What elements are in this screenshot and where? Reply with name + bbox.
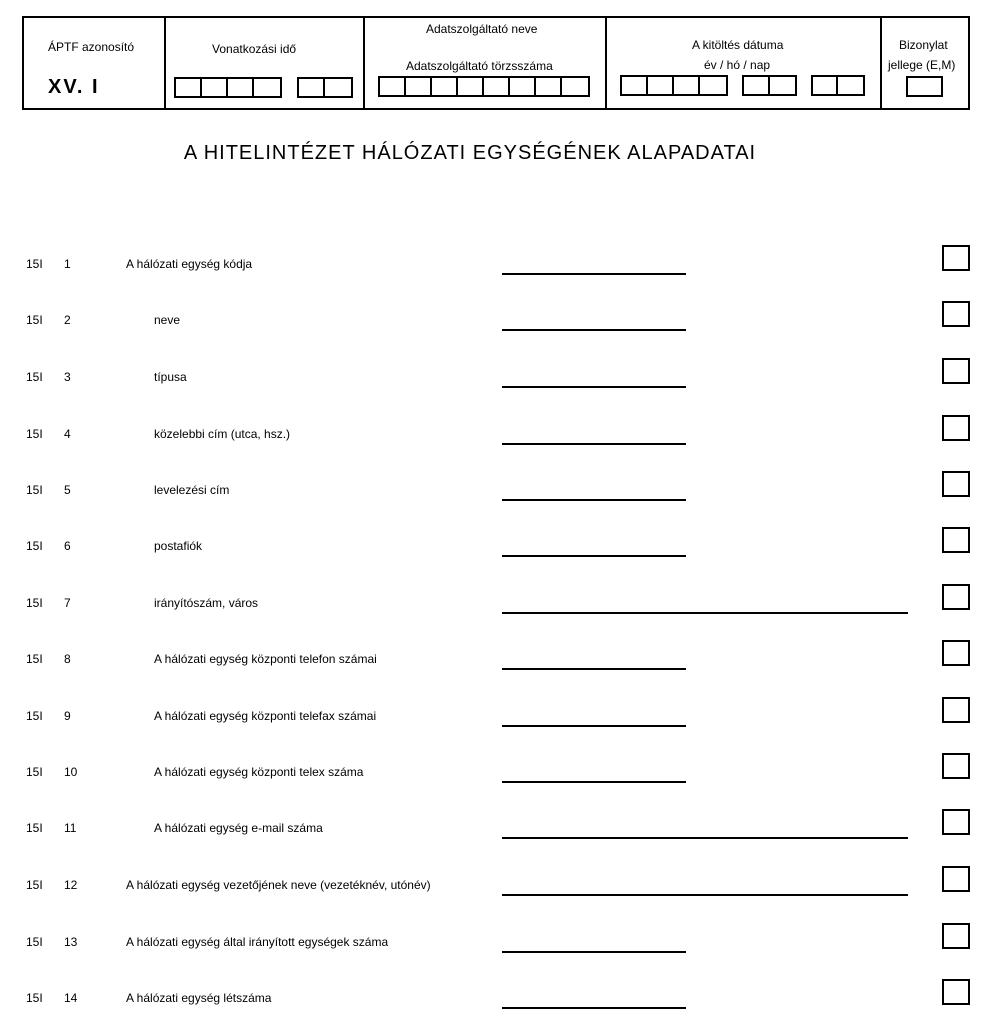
row-code: 15I bbox=[26, 539, 43, 553]
row-label: A hálózati egység kódja bbox=[126, 257, 253, 271]
form-row bbox=[0, 427, 994, 467]
checkbox[interactable] bbox=[942, 809, 970, 835]
input-line[interactable] bbox=[502, 273, 686, 275]
row-number: 14 bbox=[64, 991, 78, 1005]
provider-id-label: Adatszolgáltató törzsszáma bbox=[406, 59, 553, 73]
row-number: 13 bbox=[64, 935, 78, 949]
checkbox[interactable] bbox=[942, 979, 970, 1005]
checkbox[interactable] bbox=[942, 245, 970, 271]
row-number: 8 bbox=[64, 652, 71, 666]
input-line[interactable] bbox=[502, 668, 686, 670]
row-label: A hálózati egység központi telefon számai bbox=[154, 652, 377, 666]
row-number: 11 bbox=[64, 821, 77, 835]
row-number: 4 bbox=[64, 427, 71, 441]
provider-id-cells[interactable] bbox=[378, 76, 590, 97]
row-number: 12 bbox=[64, 878, 78, 892]
header-divider bbox=[880, 16, 882, 110]
row-code: 15I bbox=[26, 370, 43, 384]
row-label: A hálózati egység e-mail száma bbox=[154, 821, 323, 835]
checkbox[interactable] bbox=[942, 640, 970, 666]
input-line[interactable] bbox=[502, 781, 686, 783]
aptf-label: ÁPTF azonosító bbox=[48, 40, 135, 54]
form-row bbox=[0, 652, 994, 692]
row-number: 2 bbox=[64, 313, 71, 327]
form-row bbox=[0, 821, 994, 861]
header-divider bbox=[164, 16, 166, 110]
checkbox[interactable] bbox=[942, 584, 970, 610]
row-number: 10 bbox=[64, 765, 78, 779]
row-label: postafiók bbox=[154, 539, 203, 553]
row-label: A hálózati egység által irányított egységek száma bbox=[126, 935, 389, 949]
form-row bbox=[0, 935, 994, 975]
row-number: 5 bbox=[64, 483, 71, 497]
form-row bbox=[0, 991, 994, 1031]
period-label: Vonatkozási idő bbox=[212, 42, 297, 56]
header-divider bbox=[363, 16, 365, 110]
row-number: 6 bbox=[64, 539, 71, 553]
row-code: 15I bbox=[26, 821, 43, 835]
doc-type-cell[interactable] bbox=[906, 76, 943, 97]
input-line[interactable] bbox=[502, 725, 686, 727]
checkbox[interactable] bbox=[942, 358, 970, 384]
form-row bbox=[0, 313, 994, 353]
row-number: 9 bbox=[64, 709, 71, 723]
row-label: közelebbi cím (utca, hsz.) bbox=[154, 427, 291, 441]
row-code: 15I bbox=[26, 935, 43, 949]
input-line[interactable] bbox=[502, 499, 686, 501]
aptf-value: XV. I bbox=[48, 76, 100, 98]
form-row bbox=[0, 257, 994, 297]
doc-type-label: Bizonylat bbox=[899, 38, 948, 52]
form-title: A HITELINTÉZET HÁLÓZATI EGYSÉGÉNEK ALAPADATAI bbox=[183, 142, 757, 164]
input-line[interactable] bbox=[502, 837, 908, 839]
row-label: neve bbox=[154, 313, 181, 327]
row-code: 15I bbox=[26, 313, 43, 327]
doc-type-label: jellege (E,M) bbox=[888, 58, 956, 72]
input-line[interactable] bbox=[502, 1007, 686, 1009]
row-code: 15I bbox=[26, 709, 43, 723]
row-label: típusa bbox=[154, 370, 187, 384]
form-row bbox=[0, 596, 994, 636]
fill-date-format: év / hó / nap bbox=[704, 58, 771, 72]
row-label: A hálózati egység központi telex száma bbox=[154, 765, 364, 779]
checkbox[interactable] bbox=[942, 415, 970, 441]
row-code: 15I bbox=[26, 483, 43, 497]
checkbox[interactable] bbox=[942, 301, 970, 327]
form-row bbox=[0, 709, 994, 749]
row-label: A hálózati egység létszáma bbox=[126, 991, 272, 1005]
fill-month-cells[interactable] bbox=[742, 75, 797, 96]
input-line[interactable] bbox=[502, 443, 686, 445]
period-year-cells[interactable] bbox=[174, 77, 282, 98]
row-code: 15I bbox=[26, 652, 43, 666]
row-number: 7 bbox=[64, 596, 71, 610]
row-code: 15I bbox=[26, 257, 43, 271]
row-label: A hálózati egység központi telefax számai bbox=[154, 709, 377, 723]
row-code: 15I bbox=[26, 878, 43, 892]
header-divider bbox=[605, 16, 607, 110]
row-number: 3 bbox=[64, 370, 71, 384]
provider-name-label: Adatszolgáltató neve bbox=[426, 22, 538, 36]
form-row bbox=[0, 539, 994, 579]
row-label: levelezési cím bbox=[154, 483, 230, 497]
checkbox[interactable] bbox=[942, 753, 970, 779]
fill-date-label: A kitöltés dátuma bbox=[692, 38, 784, 52]
row-label: irányítószám, város bbox=[154, 596, 259, 610]
input-line[interactable] bbox=[502, 386, 686, 388]
form-row bbox=[0, 878, 994, 918]
checkbox[interactable] bbox=[942, 471, 970, 497]
checkbox[interactable] bbox=[942, 923, 970, 949]
checkbox[interactable] bbox=[942, 866, 970, 892]
row-number: 1 bbox=[64, 257, 71, 271]
row-code: 15I bbox=[26, 596, 43, 610]
input-line[interactable] bbox=[502, 329, 686, 331]
row-code: 15I bbox=[26, 991, 43, 1005]
input-line[interactable] bbox=[502, 612, 908, 614]
checkbox[interactable] bbox=[942, 697, 970, 723]
row-code: 15I bbox=[26, 765, 43, 779]
period-month-cells[interactable] bbox=[297, 77, 353, 98]
checkbox[interactable] bbox=[942, 527, 970, 553]
row-code: 15I bbox=[26, 427, 43, 441]
row-label: A hálózati egység vezetőjének neve (vezetéknév, utónév) bbox=[126, 878, 431, 892]
fill-day-cells[interactable] bbox=[811, 75, 865, 96]
form-row bbox=[0, 370, 994, 410]
form-row bbox=[0, 483, 994, 523]
input-line[interactable] bbox=[502, 894, 908, 896]
form-row bbox=[0, 765, 994, 805]
fill-year-cells[interactable] bbox=[620, 75, 728, 96]
input-line[interactable] bbox=[502, 555, 686, 557]
input-line[interactable] bbox=[502, 951, 686, 953]
